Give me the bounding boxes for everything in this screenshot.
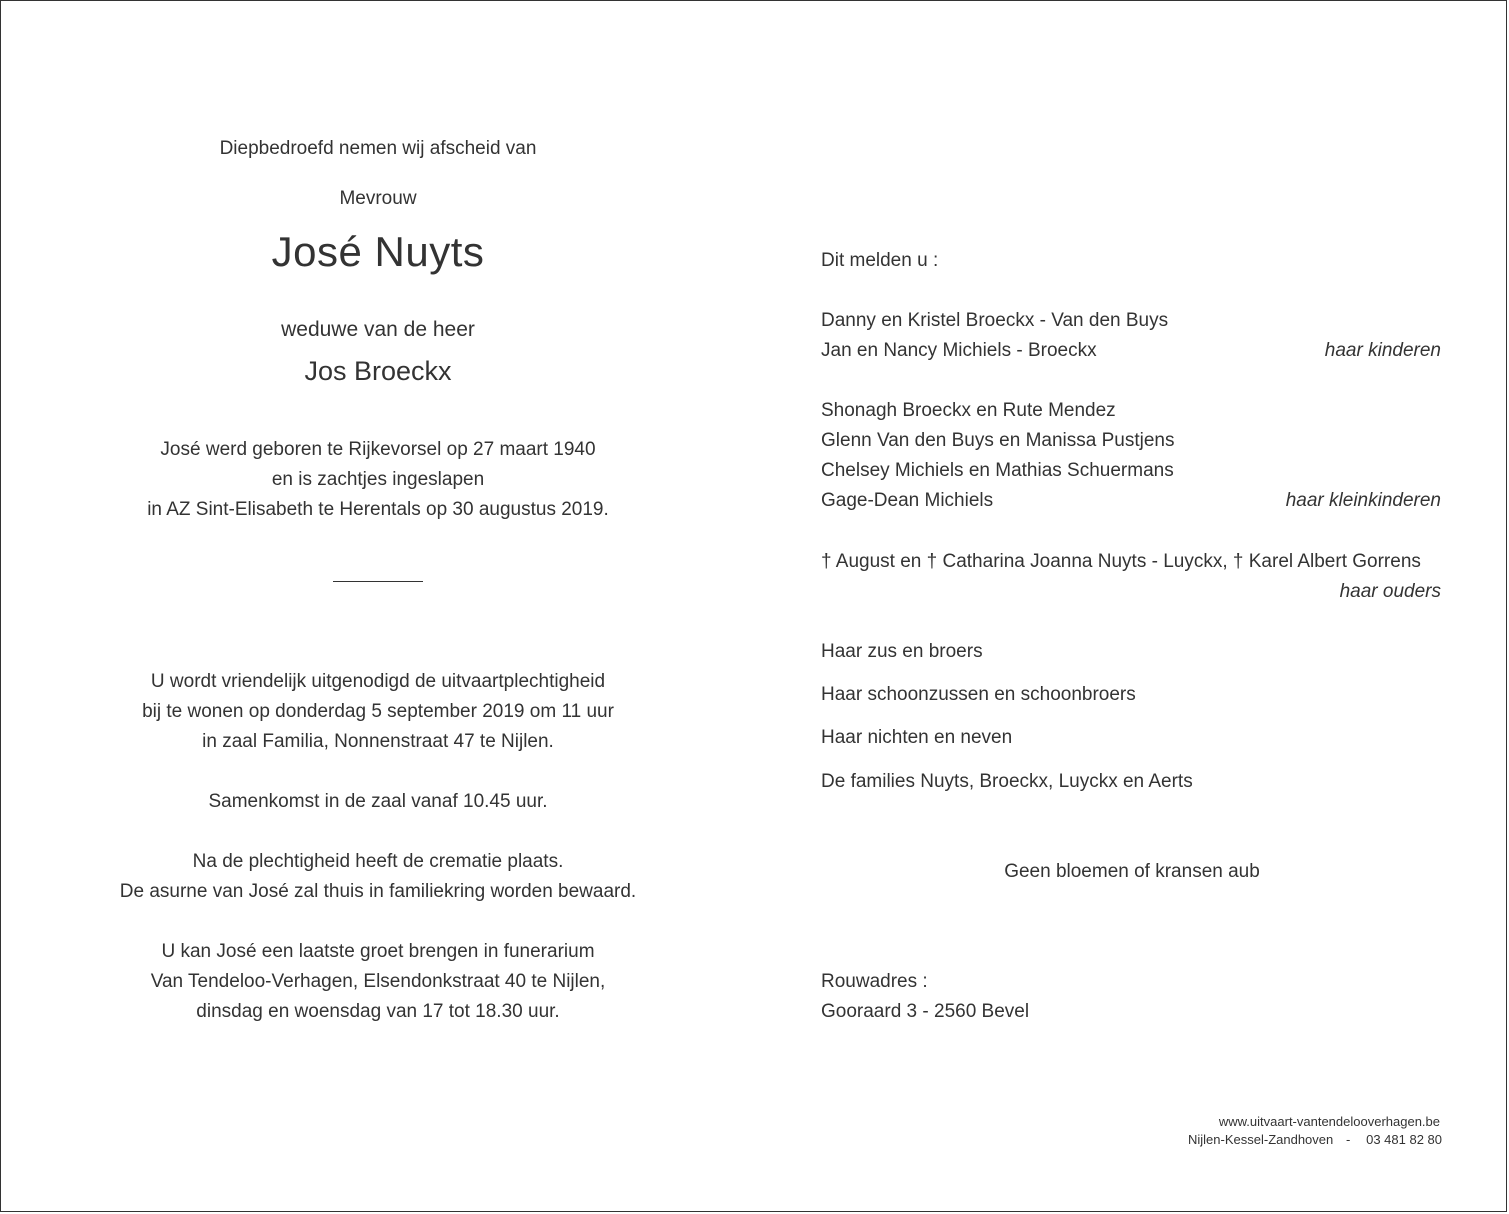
flowers-note: Geen bloemen of kransen aub — [1004, 861, 1260, 882]
grandchild-entry: Gage-Dean Michiels — [821, 490, 994, 511]
cremation-line: Na de plechtigheid heeft de crematie plaats. — [192, 851, 564, 872]
grandchild-entry: Chelsey Michiels en Mathias Schuermans — [821, 460, 1174, 481]
intro-text: Diepbedroefd nemen wij afscheid van — [219, 138, 537, 159]
widow-of-text: weduwe van de heer — [281, 318, 475, 341]
cremation-line: De asurne van José zal thuis in familiekring worden bewaard. — [119, 881, 637, 902]
footer-separator: - — [1346, 1132, 1351, 1147]
footer-locations: Nijlen-Kessel-Zandhoven — [1188, 1132, 1334, 1147]
bio-line: en is zachtjes ingeslapen — [271, 469, 485, 490]
children-label: haar kinderen — [1324, 340, 1441, 361]
bio-line: in AZ Sint-Elisabeth te Herentals op 30 augustus 2019. — [147, 499, 609, 520]
gathering-text: Samenkomst in de zaal vanaf 10.45 uur. — [208, 791, 548, 812]
deceased-name: José Nuyts — [271, 228, 485, 275]
grandchildren-label: haar kleinkinderen — [1285, 490, 1441, 511]
visitation-line: dinsdag en woensdag van 17 tot 18.30 uur. — [196, 1001, 560, 1022]
invitation-line: U wordt vriendelijk uitgenodigd de uitvaartplechtigheid — [150, 671, 606, 692]
invitation-line: bij te wonen op donderdag 5 september 2019 om 11 uur — [142, 701, 614, 722]
child-entry: Danny en Kristel Broeckx - Van den Buys — [821, 310, 1169, 331]
relatives-entry: Haar schoonzussen en schoonbroers — [821, 684, 1136, 705]
announce-text: Dit melden u : — [821, 250, 939, 271]
relatives-entry: Haar zus en broers — [821, 641, 983, 662]
grandchild-entry: Shonagh Broeckx en Rute Mendez — [821, 400, 1116, 421]
invitation-line: in zaal Familia, Nonnenstraat 47 te Nijlen. — [202, 731, 554, 752]
child-entry: Jan en Nancy Michiels - Broeckx — [821, 340, 1097, 361]
footer-website: www.uitvaart-vantendelooverhagen.be — [1218, 1114, 1440, 1129]
relatives-entry: De families Nuyts, Broeckx, Luyckx en Aerts — [821, 771, 1193, 792]
bio-line: José werd geboren te Rijkevorsel op 27 maart 1940 — [160, 439, 596, 460]
parents-entry: † August en † Catharina Joanna Nuyts - Luyckx, † Karel Albert Gorrens — [821, 551, 1421, 572]
footer-phone: 03 481 82 80 — [1366, 1132, 1442, 1147]
title-text: Mevrouw — [339, 188, 417, 209]
visitation-line: U kan José een laatste groet brengen in funerarium — [161, 941, 595, 962]
address-text: Gooraard 3 - 2560 Bevel — [821, 1001, 1030, 1022]
divider-line — [333, 581, 423, 582]
relatives-entry: Haar nichten en neven — [821, 727, 1013, 748]
spouse-name: Jos Broeckx — [304, 356, 452, 386]
address-label: Rouwadres : — [821, 971, 928, 992]
grandchild-entry: Glenn Van den Buys en Manissa Pustjens — [821, 430, 1175, 451]
parents-label: haar ouders — [1339, 581, 1441, 602]
visitation-line: Van Tendeloo-Verhagen, Elsendonkstraat 40 te Nijlen, — [150, 971, 606, 992]
